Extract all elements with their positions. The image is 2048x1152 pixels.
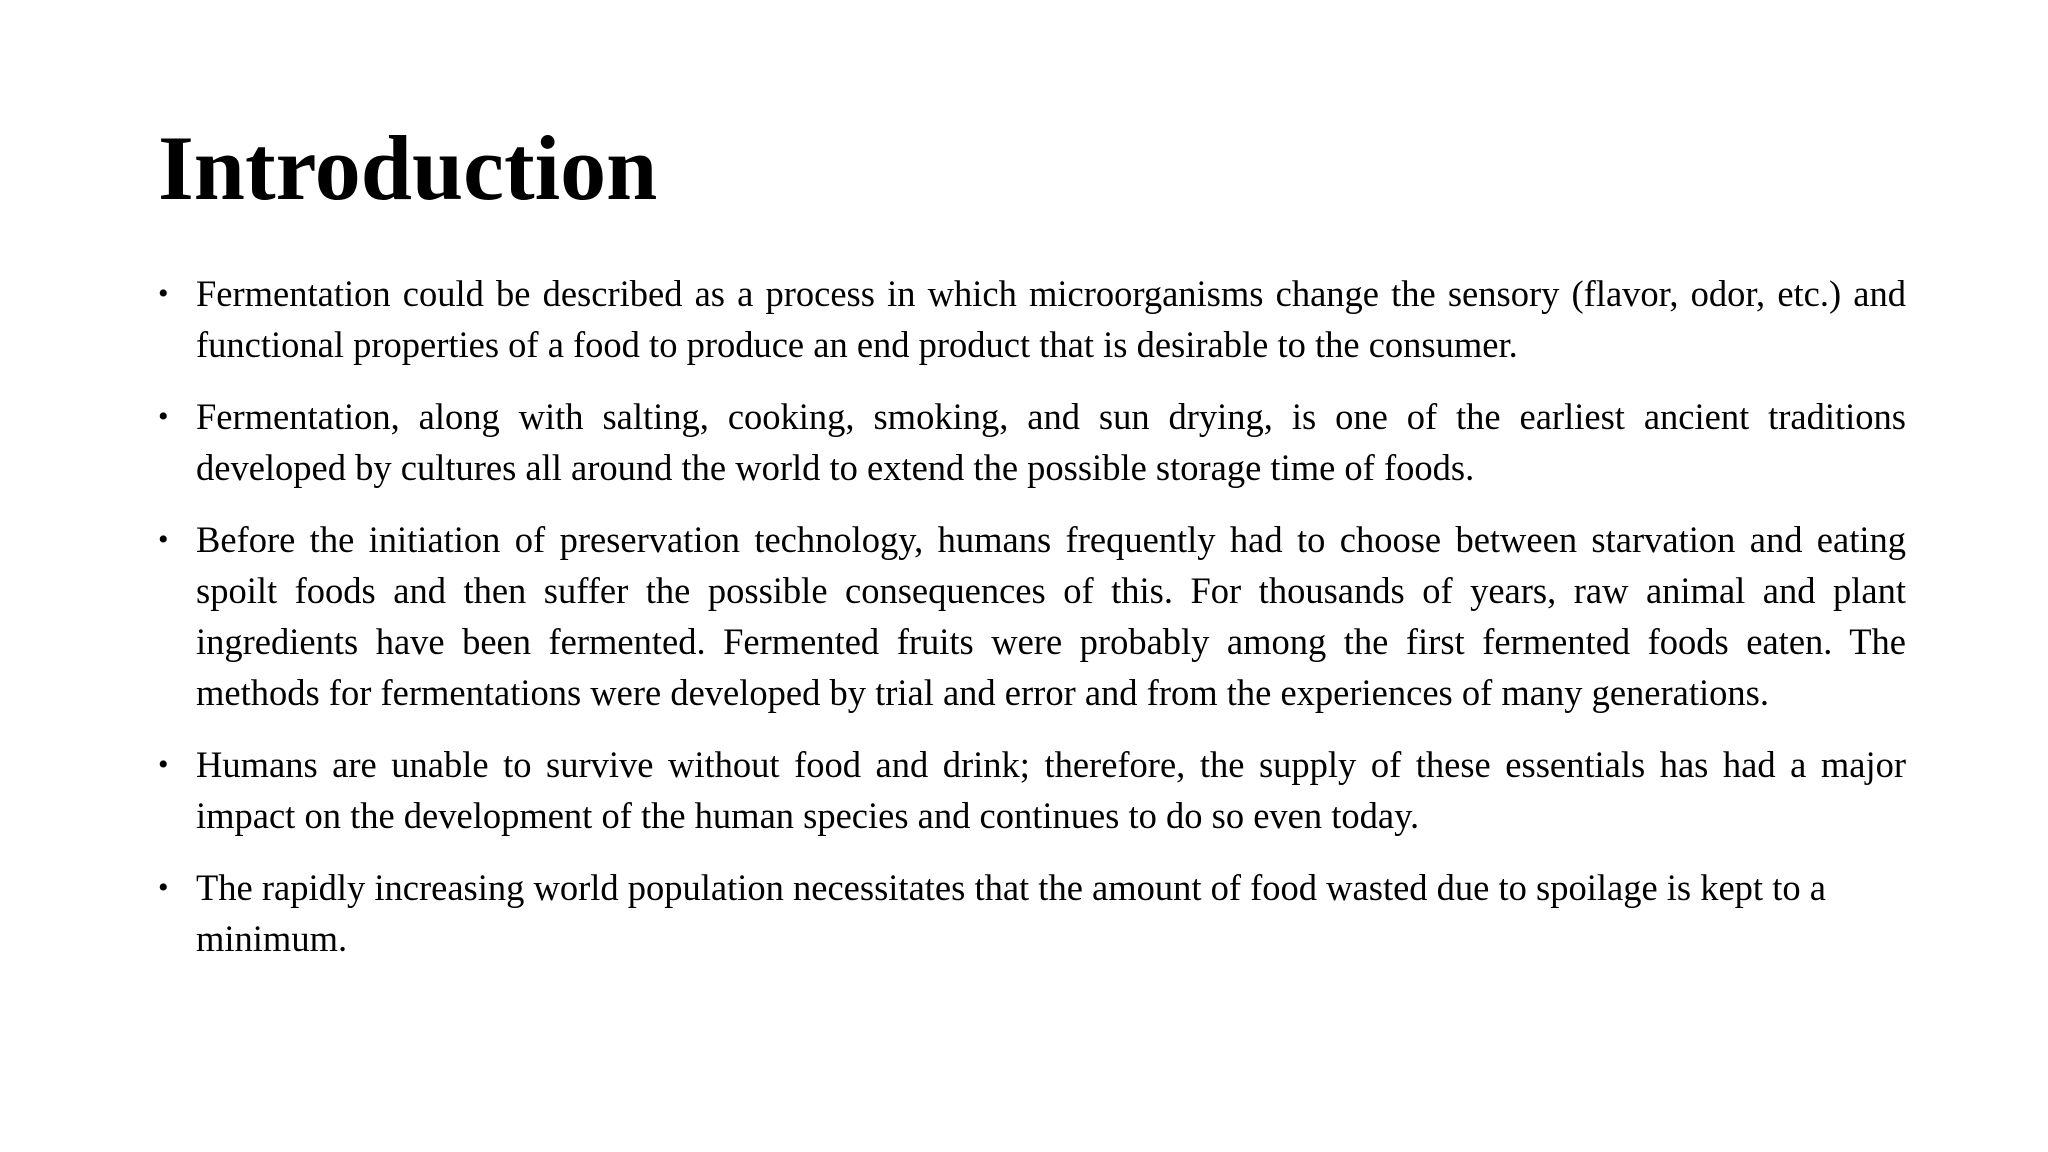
bullet-item-5 <box>158 862 1906 964</box>
bullet-item-3 <box>158 514 1906 718</box>
bullet-text: Humans are unable to survive without food and drink; therefore, the supply of these essentials has had a major impact on the development of the human species and continues to do so even today. <box>196 744 1906 836</box>
bullet-item-2 <box>158 391 1906 493</box>
bullet-text: The rapidly increasing world population necessitates that the amount of food wasted due to spoilage is kept to a minimum. <box>196 867 1826 959</box>
bullet-dot-icon: • <box>158 277 169 310</box>
bullet-dot-icon: • <box>158 748 169 781</box>
bullet-text: Fermentation, along with salting, cooking, smoking, and sun drying, is one of the earliest ancient traditions developed by cultures all around the world to extend the possible storage time of foods. <box>196 396 1906 488</box>
bullet-dot-icon: • <box>158 871 169 904</box>
bullet-dot-icon: • <box>158 400 169 433</box>
bullet-text: Before the initiation of preservation technology, humans frequently had to choose between starvation and eating spoilt foods and then suffer the possible consequences of this. For thousands of years, raw animal and plant ingredients have been fermented. Fermented fruits were probably among the first fermented foods eaten. The methods for fermentations were developed by trial and error and from the experiences of many generations. <box>196 519 1906 713</box>
bullet-item-4 <box>158 739 1906 841</box>
bullet-list <box>158 268 1906 985</box>
bullet-text: Fermentation could be described as a process in which microorganisms change the sensory (flavor, odor, etc.) and functional properties of a food to produce an end product that is desirable to the consumer. <box>196 273 1906 365</box>
bullet-dot-icon: • <box>158 523 169 556</box>
bullet-item-1 <box>158 268 1906 370</box>
slide-title: Introduction <box>158 117 658 219</box>
